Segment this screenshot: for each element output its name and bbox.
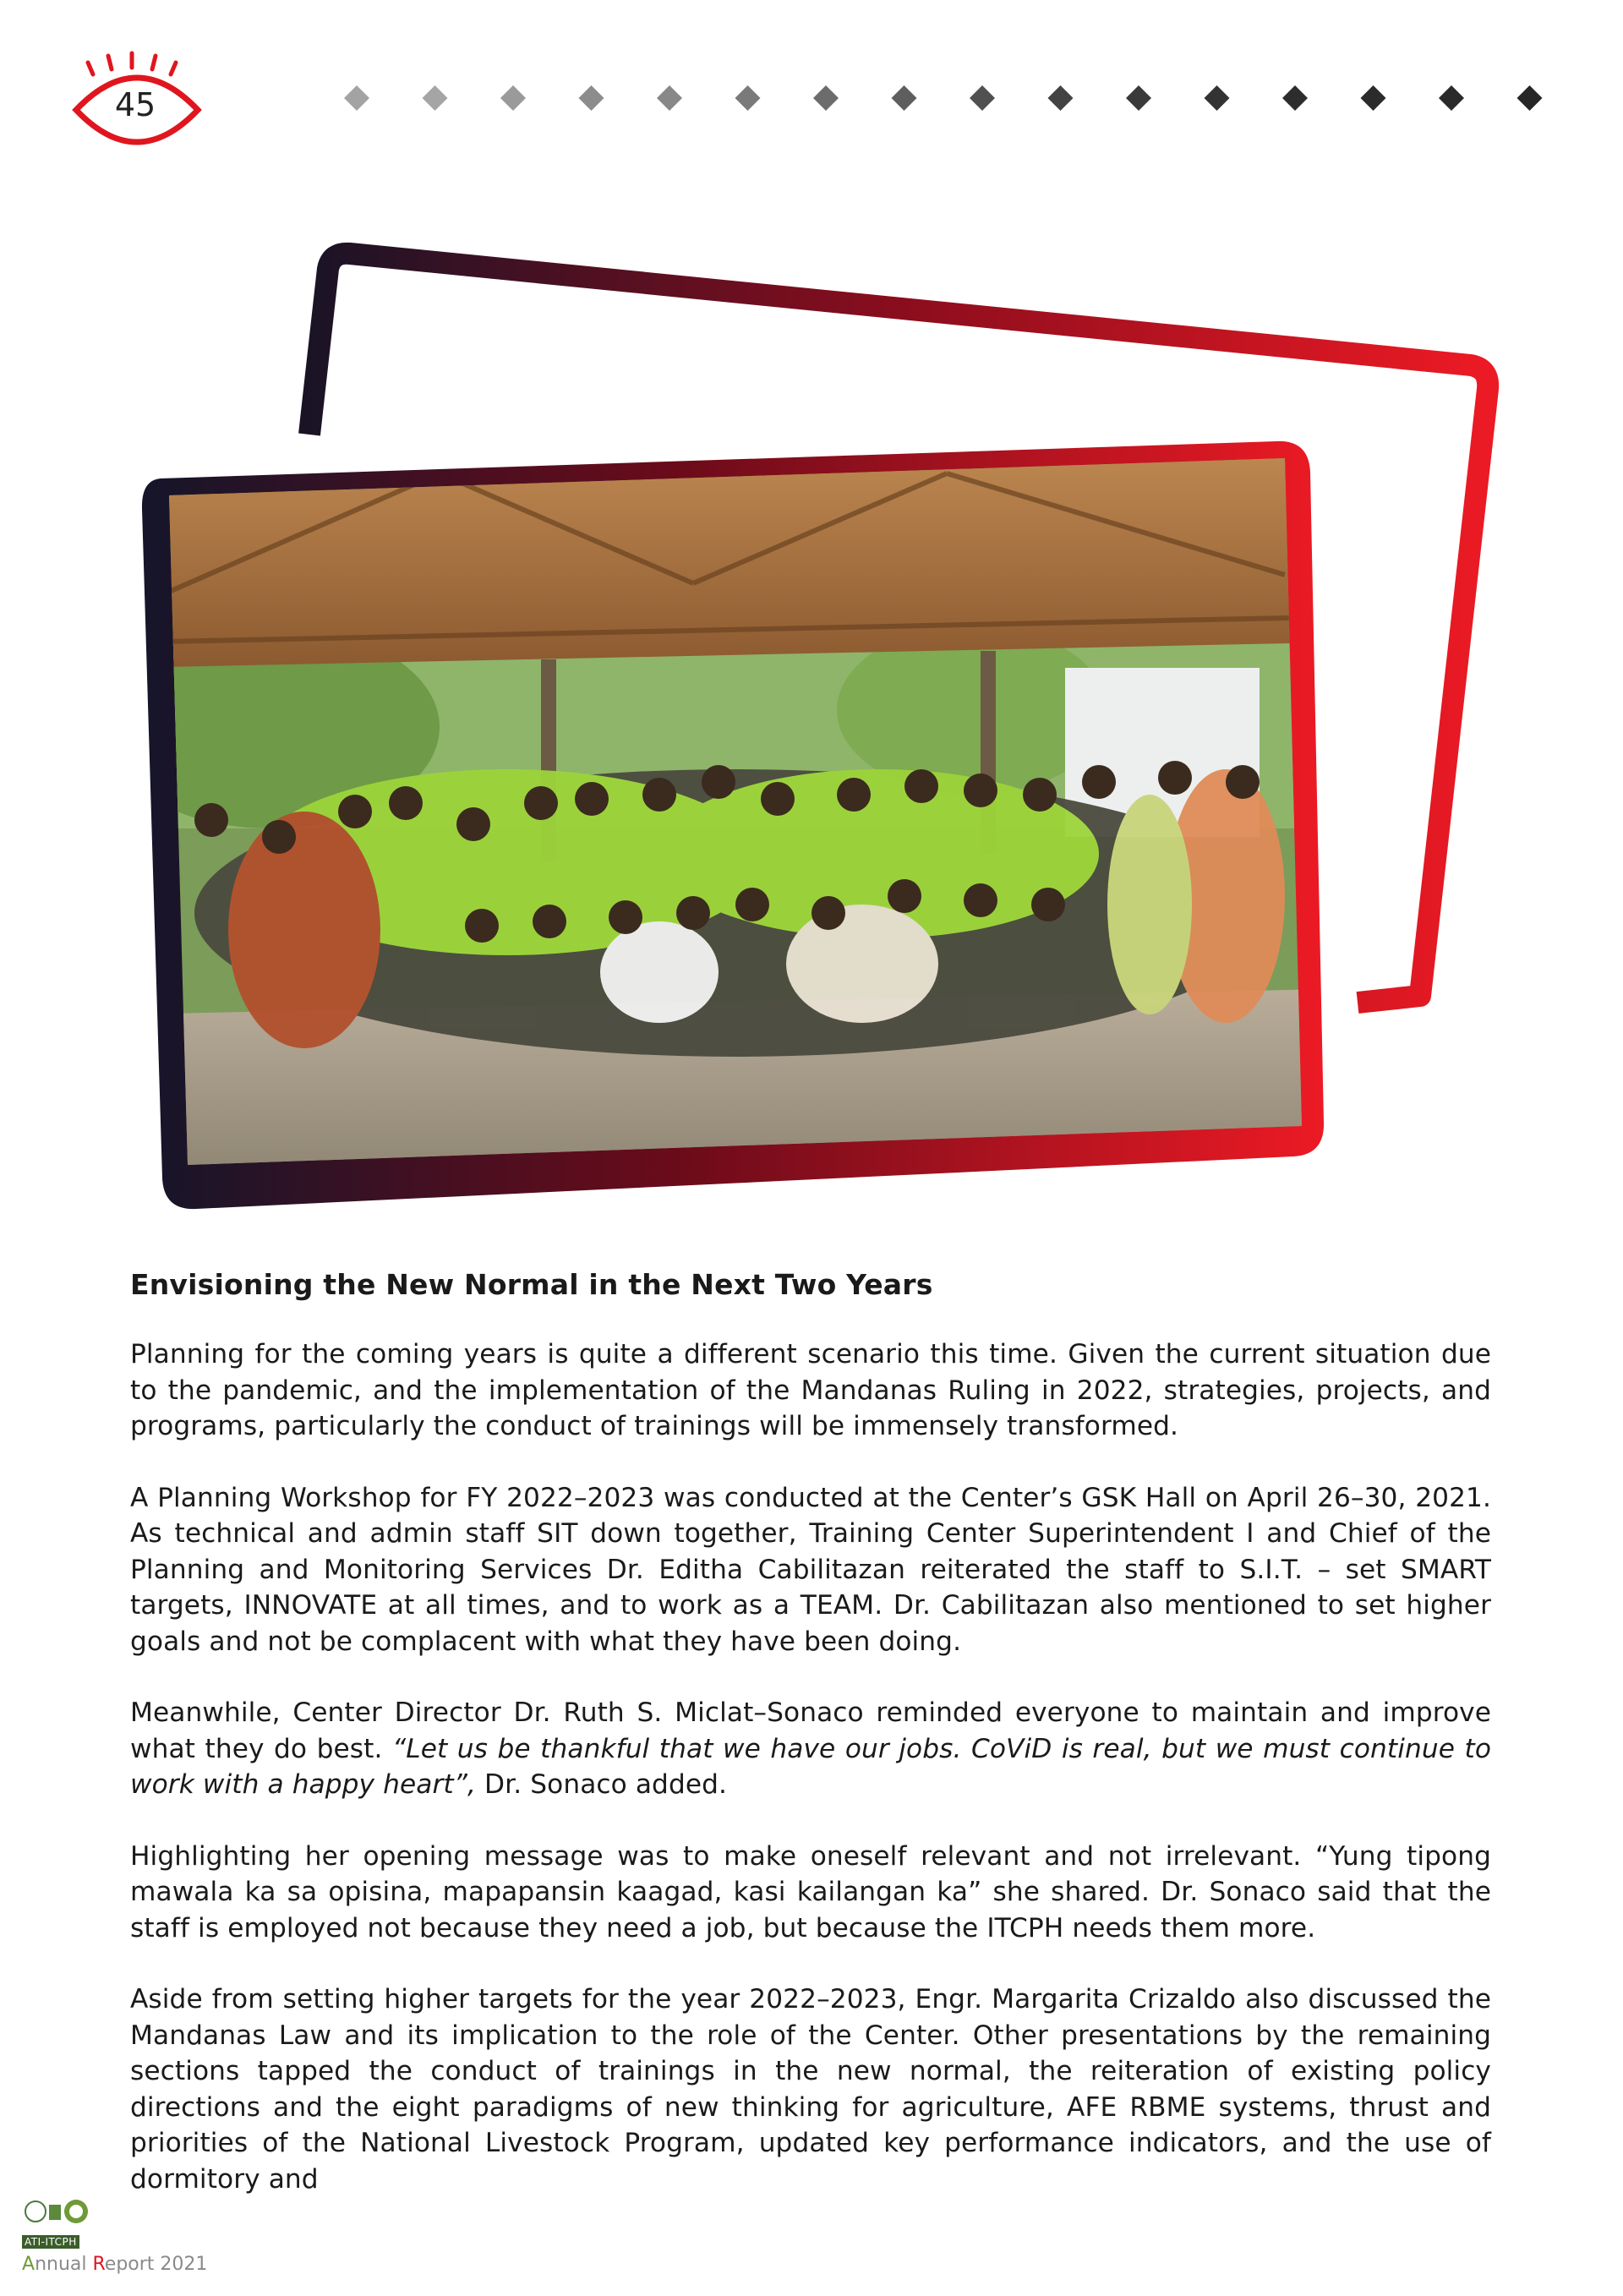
article-body (130, 1268, 1491, 2233)
page-number: 45 (114, 86, 156, 123)
article-paragraph: Planning for the coming years is quite a different scenario this time. Given the current situation due to the pandemic, and the implementation of the Mandanas Ruling in 2022, strategies, projects, and programs, particularly the conduct of trainings will be immensely transformed. (130, 1339, 1491, 1441)
report-letter-r: R (92, 2254, 105, 2275)
paragraph-text: Meanwhile, Center Director Dr. Ruth S. Miclat–Sonaco reminded everyone to maintain and improve what they do best. (130, 1697, 1491, 1764)
footer-report-title (22, 2254, 207, 2275)
group-photo-icon (101, 440, 1327, 1184)
certification-badges-icon (24, 2196, 91, 2227)
article-paragraph: Aside from setting higher targets for the year 2022–2023, Engr. Margarita Crizaldo also discussed the Mandanas Law and its implication to the role of the Center. Other presentations by the remaining sections tapped the conduct of trainings in the new normal, the reiteration of existing policy directions and the eight paradigms of new thinking for agriculture, AFE RBME systems, thrust and priorities of the National Livestock Program, updated key performance indicators, and the use of dormitory and (130, 1984, 1491, 2195)
paragraph-text: Dr. Sonaco added. (476, 1769, 728, 1800)
article-paragraph: Highlighting her opening message was to make oneself relevant and not irrelevant. “Yung tipong mawala ka sa opisina, mapapansin kaagad, kasi kailangan ka” she shared. Dr. Sonaco said that the staff is employed not because they need a job, but because the ITCPH needs them more. (130, 1840, 1491, 1943)
footer (22, 2196, 242, 2281)
article-heading: Envisioning the New Normal in the Next Two Years (130, 1268, 933, 1301)
article-paragraph: A Planning Workshop for FY 2022–2023 was conducted at the Center’s GSK Hall on April 26–30, 2021. As technical and admin staff SIT down together, Training Center Superintendent I and Chief of the Planning and Monitoring Services Dr. Editha Cabilitazan reiterated the staff to S.I.T. – set SMART targets, INNOVATE at all times, and to work as a TEAM. Dr. Cabilitazan also mentioned to set higher goals and not be complacent with what they have been doing. (130, 1482, 1491, 1657)
report-text: eport 2021 (104, 2254, 208, 2275)
quote-text: “Let us be thankful that we have our jobs. CoViD is real, but we must continue to work with a happy heart”, (130, 1733, 1492, 1800)
report-letter-a: A (22, 2254, 36, 2275)
footer-org-label: ATI-ITCPH (22, 2235, 79, 2249)
report-text: nnual (35, 2254, 93, 2275)
article-paragraph (130, 1695, 1491, 1803)
